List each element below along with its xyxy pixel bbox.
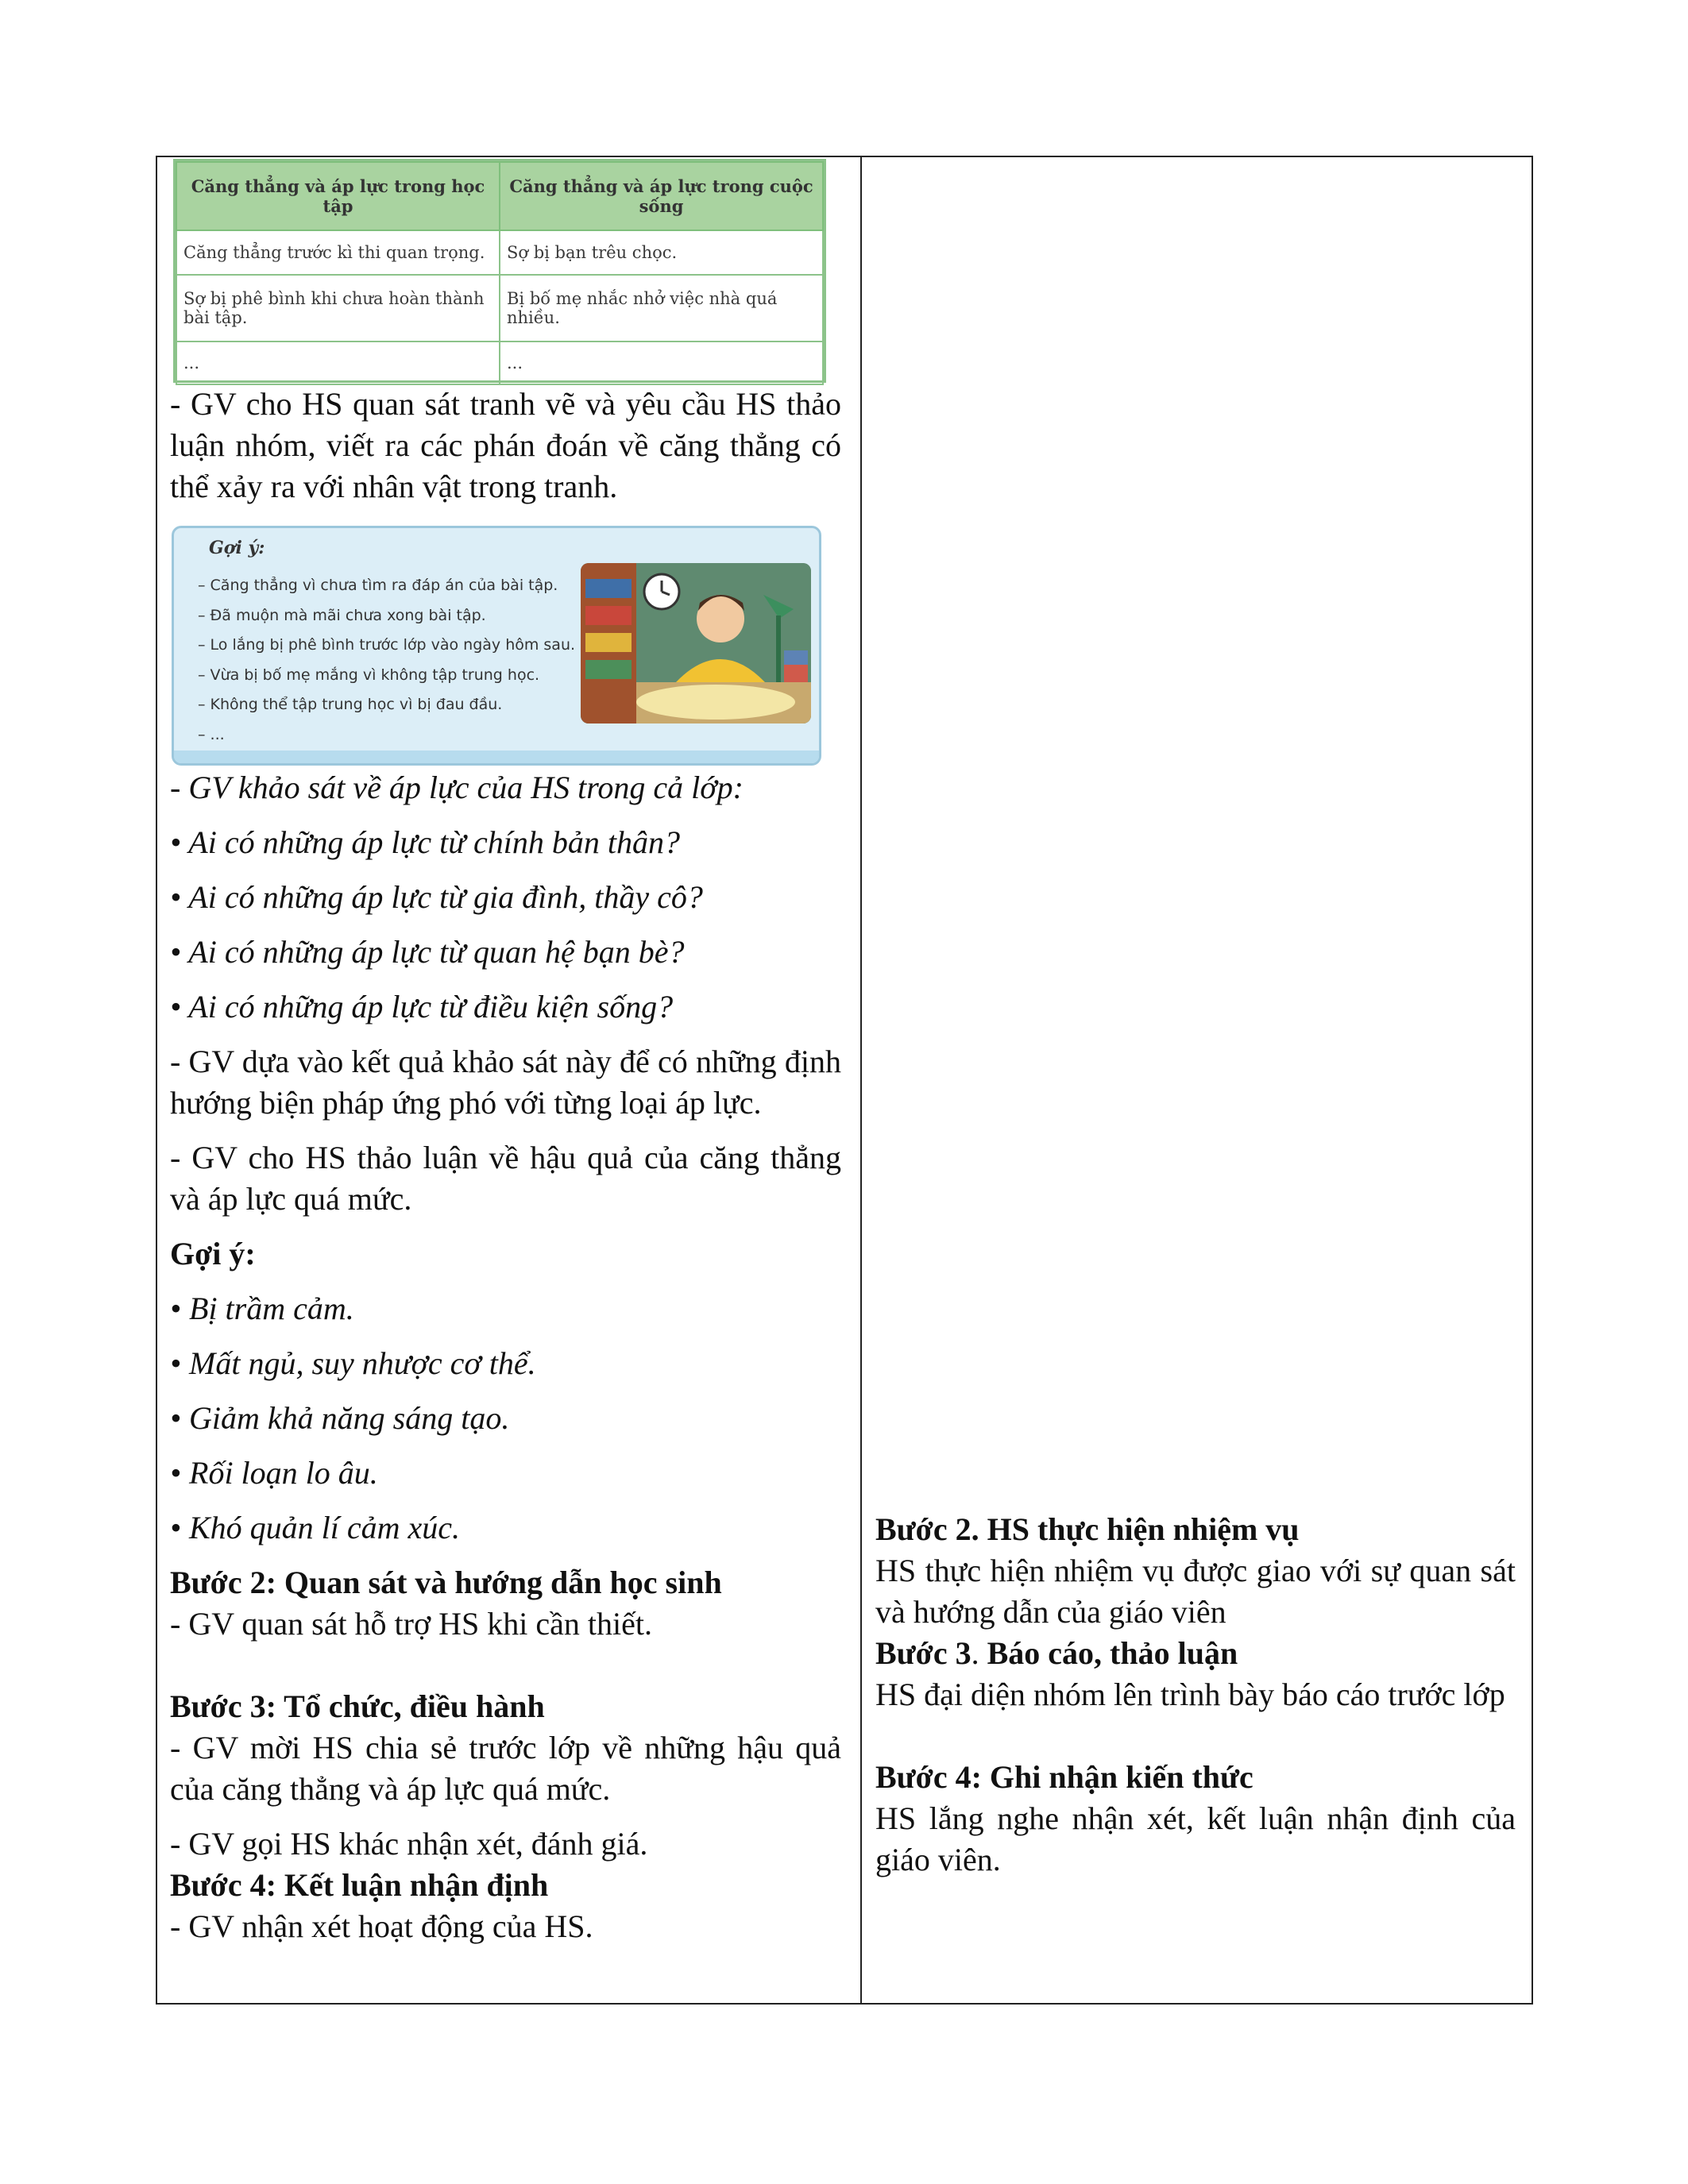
table-header-study: Căng thẳng và áp lực trong học tập [176, 162, 500, 230]
step4-text: - GV nhận xét hoạt động của HS. [170, 1908, 593, 1944]
survey-item: • Ai có những áp lực từ gia đình, thầy cô? [170, 879, 703, 915]
table-cell: Sợ bị bạn trêu chọc. [500, 230, 823, 275]
spacer [875, 1715, 1516, 1757]
hint-item: – Căng thẳng vì chưa tìm ra đáp án của bài tập. [198, 577, 558, 594]
survey-followup: - GV dựa vào kết quả khảo sát này để có những định hướng biện pháp ứng phó với từng loại áp lực. [170, 1044, 841, 1121]
right-step3-text: HS đại diện nhóm lên trình bày báo cáo trước lớp [875, 1677, 1505, 1712]
step3-heading: Bước 3: Tổ chức, điều hành [170, 1688, 545, 1724]
table-cell: Căng thẳng trước kì thi quan trọng. [176, 230, 500, 275]
hint-title: Gợi ý: [209, 538, 265, 558]
right-step3-heading [875, 1633, 1516, 1674]
right-step3-title: Báo cáo, thảo luận [987, 1635, 1238, 1671]
hint-item: – Vừa bị bố mẹ mắng vì không tập trung học. [198, 666, 540, 684]
column-divider [860, 157, 862, 2003]
table-cell: Sợ bị phê bình khi chưa hoàn thành bài tập. [176, 275, 500, 341]
instruction-paragraph: - GV cho HS quan sát tranh vẽ và yêu cầu HS thảo luận nhóm, viết ra các phán đoán về căng thẳng có thể xảy ra với nhân vật trong tranh. [170, 386, 841, 504]
hint-item: – ... [198, 725, 225, 743]
right-text-block [875, 1509, 1516, 1881]
hint-item: – Đã muộn mà mãi chưa xong bài tập. [198, 606, 486, 624]
table-cell: Bị bố mẹ nhắc nhở việc nhà quá nhiều. [500, 275, 823, 341]
survey-intro: - GV khảo sát về áp lực của HS trong cả lớp: [170, 770, 744, 805]
consequence-item: • Bị trầm cảm. [170, 1291, 354, 1326]
step2-text: - GV quan sát hỗ trợ HS khi cần thiết. [170, 1606, 652, 1642]
step2-heading: Bước 2: Quan sát và hướng dẫn học sinh [170, 1565, 722, 1600]
step3-text-2: - GV gọi HS khác nhận xét, đánh giá. [170, 1826, 648, 1862]
right-step3-label: Bước 3 [875, 1635, 971, 1671]
step4-heading: Bước 4: Kết luận nhận định [170, 1867, 549, 1903]
survey-item: • Ai có những áp lực từ quan hệ bạn bè? [170, 934, 685, 970]
right-step4-text: HS lắng nghe nhận xét, kết luận nhận định của giáo viên. [875, 1800, 1516, 1877]
right-step3-separator: . [971, 1635, 987, 1671]
consequence-item: • Khó quản lí cảm xúc. [170, 1510, 461, 1545]
right-step2-heading: Bước 2. HS thực hiện nhiệm vụ [875, 1511, 1300, 1547]
consequence-item: • Mất ngủ, suy nhược cơ thể. [170, 1345, 536, 1381]
survey-item: • Ai có những áp lực từ điều kiện sống? [170, 989, 674, 1024]
hint-item: – Lo lắng bị phê bình trước lớp vào ngày hôm sau. [198, 636, 576, 654]
step3-text: - GV mời HS chia sẻ trước lớp về những hậu quả của căng thẳng và áp lực quá mức. [170, 1730, 841, 1807]
table-header-life: Căng thẳng và áp lực trong cuộc sống [500, 162, 823, 230]
hint-heading: Gợi ý: [170, 1236, 256, 1271]
hint-item: – Không thể tập trung học vì bị đau đầu. [198, 696, 503, 713]
right-step4-heading: Bước 4: Ghi nhận kiến thức [875, 1759, 1253, 1795]
consequence-item: • Rối loạn lo âu. [170, 1455, 378, 1491]
table-cell: ... [500, 341, 823, 384]
consequence-item: • Giảm khả năng sáng tạo. [170, 1400, 510, 1436]
table-cell: ... [176, 341, 500, 384]
consequence-discussion: - GV cho HS thảo luận về hậu quả của căng thẳng và áp lực quá mức. [170, 1140, 841, 1217]
survey-item: • Ai có những áp lực từ chính bản thân? [170, 824, 680, 860]
right-step2-text: HS thực hiện nhiệm vụ được giao với sự quan sát và hướng dẫn của giáo viên [875, 1553, 1516, 1630]
